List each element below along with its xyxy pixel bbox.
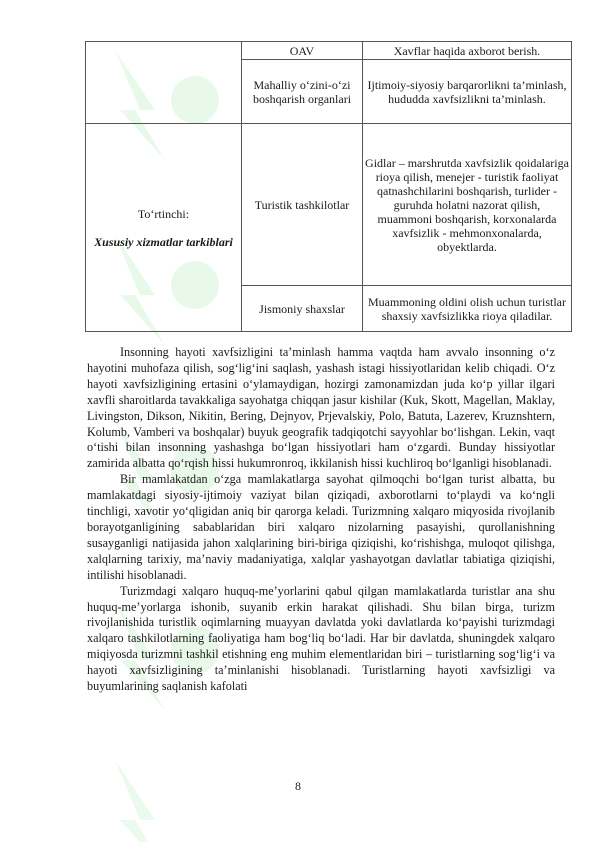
category-title: To‘rtinchi: — [137, 206, 190, 221]
actor-cell: Mahalliy o‘zini-o‘zi boshqarish organlari — [242, 60, 363, 124]
security-actors-table — [85, 41, 572, 332]
actor-cell: Turistik tashkilotlar — [242, 124, 363, 286]
category-subtitle: Xususiy xizmatlar tarkiblari — [94, 234, 233, 249]
body-text — [87, 345, 555, 695]
role-cell: Ijtimoiy-siyosiy barqarorlikni ta’minlash, hududda xavfsizlikni ta’minlash. — [363, 60, 572, 124]
paragraph: Insonning hayoti xavfsizligini ta’minlash hamma vaqtda ham avvalo insonning o‘z hayotini muhofaza qilish, sog‘lig‘ini saqlash, yashash istagi hissiyotlaridan kelib chiqadi. O‘z hayoti xavfsizligining ertasini o‘ylamaydigan, hozirgi zamonamizdan juda ko‘p yillar ilgari xavfli sharoitlarda tavakkaliga sayohatga chiqqan jasur kishilar (Kuk, Skott, Magellan, Maklay, Livingston, Dikson, Nikitin, Bering, Dejnyov, Prjevalskiy, Polo, Batuta, Lazerev, Kruznshtern, Kolumb, Vamberi va boshqalar) buyuk geografik tadqiqotchi sayyohlar bo‘lishgan. Lekin, vaqt o‘tishi bilan insonning yashashga bo‘lgan hissiyotlari ham o‘zgardi. Bunday hissiyotlar zamirida albatta qo‘rqish hissi hukumronroq, ikkilanish hissi kuchliroq bo‘lganligi hisoblanadi. — [87, 345, 555, 471]
paragraph: Turizmdagi xalqaro huquq-me’yorlarini qabul qilgan mamlakatlarda turistlar ana shu huquq-me’yorlarga ishonib, suyanib erkin harakat qilishadi. Shu bilan birga, turizm rivojlanishida turistlik oqimlarning muayyan davlatda yoki davlatlarda ko‘payishi turizmdagi xalqaro tashkilotlarning faoliyatiga ham bog‘liq bo‘ladi. Har bir davlatda, shuningdek xalqaro miqiyosda turizmni tashkil etishning eng muhim elementlaridan biri – turistlarning sog‘lig‘i va hayoti xavfsizligining ta’minlanishi hisoblanadi. Turistlarning hayoti xavfsizligi va buyumlarining saqlanish kafolati — [87, 583, 555, 694]
role-cell: Muammoning oldini olish uchun turistlar shaxsiy xavfsizlikka rioya qiladilar. — [363, 286, 572, 332]
category-cell — [86, 124, 242, 332]
page-number: 8 — [295, 779, 301, 793]
paragraph: Bir mamlakatdan o‘zga mamlakatlarga sayohat qilmoqchi bo‘lgan turist albatta, bu mamlakatdagi siyosiy-ijtimoiy vaziyat bilan qiziqadi, axborotlarni to‘playdi va ko‘ngli tinchligi, xavotir yo‘qligidan aniq bir qarorga keladi. Turizmning xalqaro miqyosida rivojlanib borayotganligining sabablaridan biri xalqaro nizolarning pasayishi, qurollanishning susayganligi natijasida jahon xalqlarining biri-biriga qiziqishi, ko‘rishishga, muloqot qilishga, xalqlarning tarixiy, ma’naviy madaniyatiga, xalqlar yashayotgan davlatlar tabiatiga qiziqishi, intilishi hisoblanadi. — [87, 472, 555, 582]
actor-cell: OAV — [242, 42, 363, 60]
role-cell: Xavflar haqida axborot berish. — [363, 42, 572, 60]
actor-cell: Jismoniy shaxslar — [242, 286, 363, 332]
role-cell: Gidlar – marshrutda xavfsizlik qoidalariga rioya qilish, menejer - turistik faoliyat qatnashchilarini boshqarish, turlider - guruhda holatni nazorat qilish, muammoni boshqarish, korxonalarda xavfsizlik - mehmonxonalarda, obyektlarda. — [363, 124, 572, 286]
blank-cell — [86, 42, 242, 124]
